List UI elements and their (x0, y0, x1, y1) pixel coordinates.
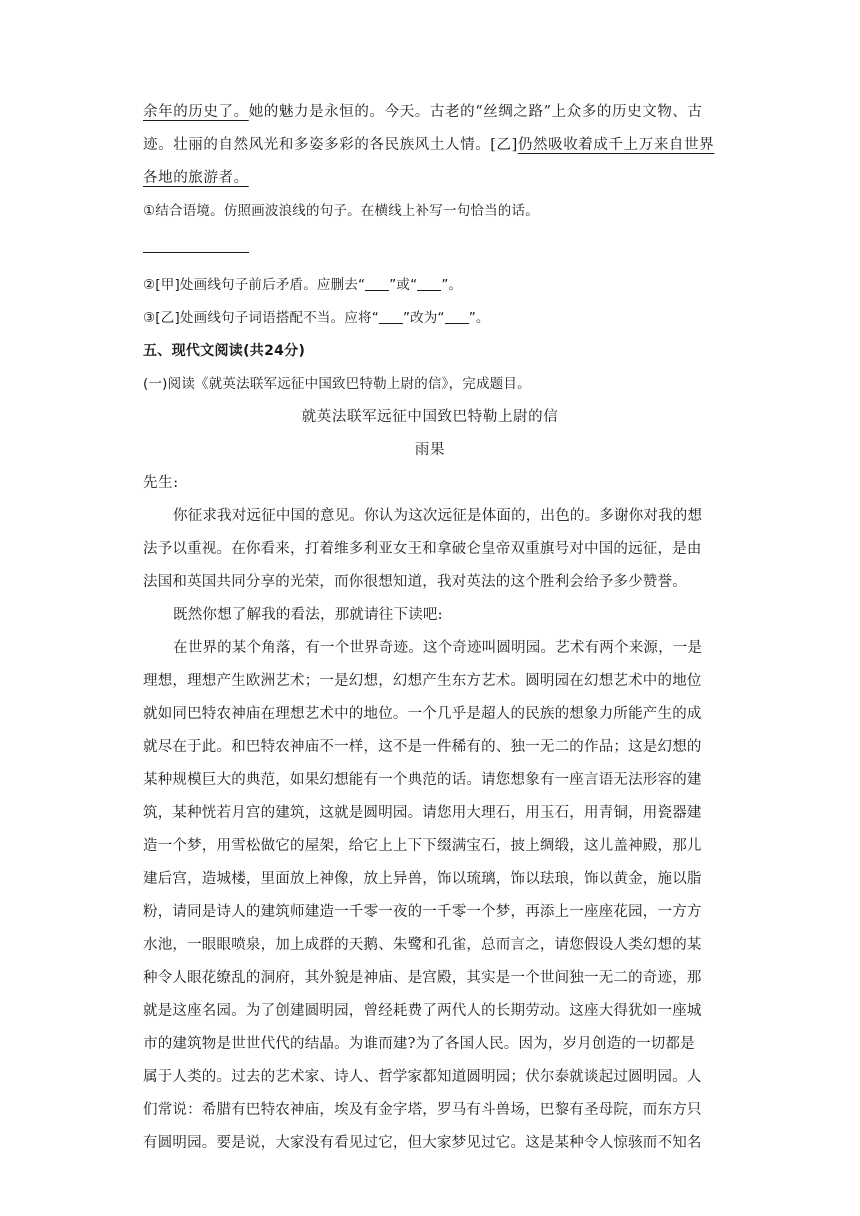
paragraph-line: 就如同巴特农神庙在理想艺术中的地位。一个几乎是超人的民族的想象力所能产生的成 (143, 706, 702, 722)
article-body (143, 500, 717, 1160)
paragraph-line: 就尽在于此。和巴特农神庙不一样，这不是一件稀有的、独一无二的作品；这是幻想的 (143, 739, 702, 755)
paragraph-line: 有圆明园。要是说，大家没有看见过它，但大家梦见过它。这是某种令人惊骇而不知名 (143, 1135, 702, 1151)
paragraph-line: 粉，请同是诗人的建筑师建造一千零一夜的一千零一个梦，再添上一座座花园，一方方 (143, 904, 702, 920)
fill-blank (445, 309, 469, 324)
article-title: 就英法联军远征中国致巴特勒上尉的信 (301, 409, 559, 425)
question-2-text-a: ②[甲]处画线句子前后矛盾。应删去“ (143, 277, 366, 293)
question-3 (143, 302, 717, 335)
underlined-phrase: 余年的历史了。 (143, 104, 249, 120)
question-2 (143, 269, 717, 302)
intro-text: 迹。壮丽的自然风光和多姿多彩的各民族风土人情。[乙] (143, 137, 518, 153)
paragraph-line: 市的建筑物是世世代代的结晶。为谁而建?为了各国人民。因为，岁月创造的一切都是 (143, 1036, 695, 1052)
paragraph-line: 们常说：希腊有巴特农神庙，埃及有金字塔，罗马有斗兽场，巴黎有圣母院，而东方只 (143, 1102, 702, 1118)
intro-text: 她的魅力是永恒的。今天。古老的“丝绸之路”上众多的历史文物、古 (248, 104, 703, 120)
question-1: ①结合语境。仿照画波浪线的句子。在横线上补写一句恰当的话。 (143, 203, 539, 219)
paragraph-line: 法国和英国共同分享的光荣，而你很想知道，我对英法的这个胜利会给予多少赞誉。 (143, 574, 687, 590)
question-2-text-c: ”。 (441, 277, 463, 293)
paragraph-line: 在世界的某个角落，有一个世界奇迹。这个奇迹叫圆明园。艺术有两个来源，一是 (173, 640, 703, 656)
intro-line-3 (143, 162, 717, 195)
underlined-phrase: 各地的旅游者。 (143, 170, 249, 186)
fill-blank (379, 309, 403, 324)
question-2-text-b: ”或“ (389, 277, 418, 293)
intro-line-2 (143, 129, 717, 162)
paragraph-line: 某种规模巨大的典范，如果幻想能有一个典范的话。请您想象有一座言语无法形容的建 (143, 772, 702, 788)
salutation: 先生: (143, 475, 179, 491)
paragraph-line: 你征求我对远征中国的意见。你认为这次远征是体面的，出色的。多谢你对我的想 (173, 508, 703, 524)
question-3-text-a: ③[乙]处画线句子词语搭配不当。应将“ (143, 310, 379, 326)
fill-blank (417, 276, 441, 291)
paragraph-line: 建后宫，造城楼，里面放上神像，放上异兽，饰以琉璃，饰以珐琅，饰以黄金，施以脂 (143, 871, 702, 887)
paragraph-line: 属于人类的。过去的艺术家、诗人、哲学家都知道圆明园；伏尔泰就谈起过圆明园。人 (143, 1069, 702, 1085)
section-heading: 五、现代文阅读(共24分) (143, 343, 306, 359)
paragraph-line: 种令人眼花缭乱的洞府，其外貌是神庙、是宫殿，其实是一个世间独一无二的奇迹，那 (143, 970, 702, 986)
section-instruction: (一)阅读《就英法联军远征中国致巴特勒上尉的信》，完成题目。 (143, 376, 531, 392)
paragraph-line: 既然你想了解我的看法，那就请往下读吧: (173, 607, 443, 623)
paragraph-line: 筑，某种恍若月宫的建筑，这就是圆明园。请您用大理石，用玉石，用青铜，用瓷器建 (143, 805, 702, 821)
intro-line-1 (143, 96, 717, 129)
fill-blank (365, 276, 389, 291)
paragraph-line: 理想，理想产生欧洲艺术；一是幻想，幻想产生东方艺术。圆明园在幻想艺术中的地位 (143, 673, 702, 689)
article-author: 雨果 (414, 442, 446, 458)
paragraph-line: 就是这座名园。为了创建圆明园，曾经耗费了两代人的长期劳动。这座大得犹如一座城 (143, 1003, 702, 1019)
paragraph-line: 法予以重视。在你看来，打着维多利亚女王和拿破仑皇帝双重旗号对中国的远征，是由 (143, 541, 702, 557)
question-3-text-c: ”。 (468, 310, 490, 326)
document-page (143, 96, 717, 1160)
paragraph-line: 造一个梦，用雪松做它的屋架，给它上上下下缀满宝石，披上绸缎，这儿盖神殿，那儿 (143, 838, 702, 854)
question-3-text-b: ”改为“ (402, 310, 445, 326)
paragraph-line: 水池，一眼眼喷泉，加上成群的天鹅、朱鹭和孔雀，总而言之，请您假设人类幻想的某 (143, 937, 702, 953)
answer-blank-line (143, 252, 249, 253)
underlined-phrase: 仍然吸收着成千上万来自世界 (517, 137, 715, 153)
